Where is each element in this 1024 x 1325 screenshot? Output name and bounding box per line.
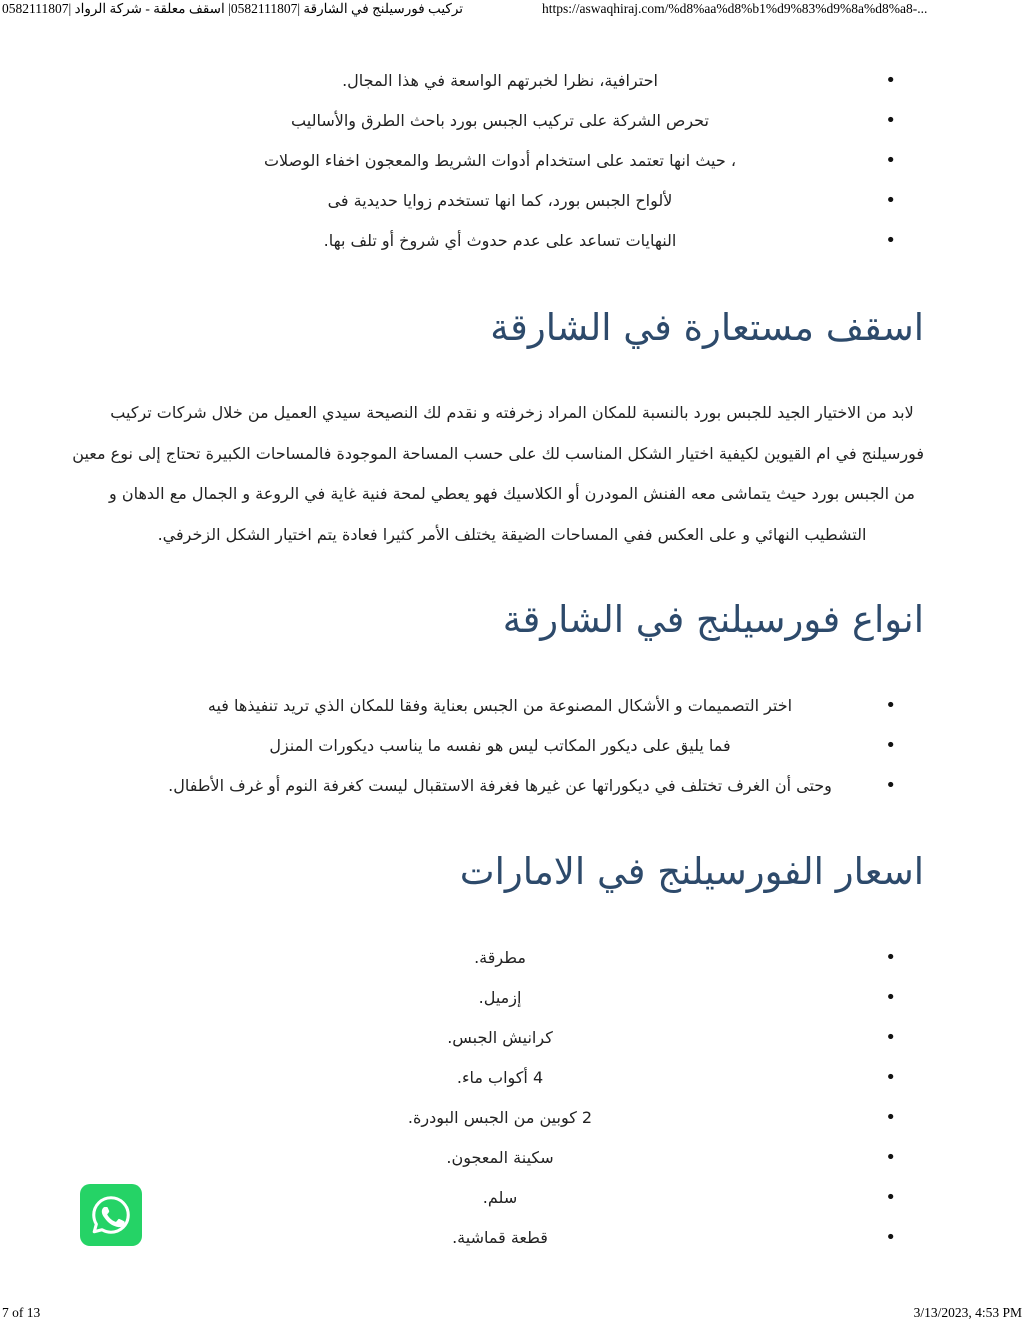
tools-list — [100, 938, 900, 1258]
list-item: • 4 أكواب ماء. — [100, 1058, 900, 1098]
section-paragraph — [72, 393, 924, 555]
page-number: 7 of 13 — [2, 1305, 41, 1320]
features-list — [100, 61, 900, 261]
list-item: • احترافية، نظرا لخبرتهم الواسعة في هذا المجال. — [100, 61, 900, 101]
list-item: • إزميل. — [100, 978, 900, 1018]
paragraph-line: التشطيب النهائي و على العكس ففي المساحات الضيقة يختلف الأمر كثيرا فعادة يتم اختيار الشكل الزخرفي. — [157, 524, 867, 544]
list-item: • مطرقة. — [100, 938, 900, 978]
list-item: • لألواح الجبس بورد، كما انها تستخدم زوايا حديدية فى — [100, 181, 900, 221]
list-item: • فما يليق على ديكور المكاتب ليس هو نفسه ما يناسب ديكورات المنزل — [100, 726, 900, 766]
list-item: • 2 كوبين من الجبس البودرة. — [100, 1098, 900, 1138]
whatsapp-icon — [88, 1192, 134, 1238]
list-item: • تحرص الشركة على تركيب الجبس بورد باحث الطرق والأساليب — [100, 101, 900, 141]
print-page-title: تركيب فورسيلنج في الشارقة |0582111807| اسقف معلقة - شركة الرواد |0582111807 — [2, 1, 464, 16]
list-item: • سلم. — [100, 1178, 900, 1218]
list-item: • ، حيث انها تعتمد على استخدام أدوات الشريط والمعجون اخفاء الوصلات — [100, 141, 900, 181]
print-header — [0, 0, 1024, 22]
whatsapp-button[interactable] — [80, 1184, 142, 1246]
paragraph-line: من الجبس بورد حيث يتماشى معه الفنش المودرن أو الكلاسيك فهو يعطي لمحة فنية غاية في الروعة و الجمال مع الدهان و — [109, 484, 915, 503]
section-heading-ceiling-types: انواع فورسيلنج في الشارقة — [502, 598, 924, 641]
list-item: • سكينة المعجون. — [100, 1138, 900, 1178]
list-item: • اختر التصميمات و الأشكال المصنوعة من الجبس بعناية وفقا للمكان الذي تريد تنفيذها فيه — [100, 686, 900, 726]
print-page-url[interactable]: https://aswaqhiraj.com/%d8%aa%d8%b1%d9%83%d9%8a%d8%a8-... — [542, 1, 928, 16]
list-item: • النهايات تساعد على عدم حدوث أي شروخ أو تلف بها. — [100, 221, 900, 261]
print-date: 3/13/2023, 4:53 PM — [913, 1305, 1022, 1320]
paragraph-line: لابد من الاختيار الجيد للجبس بورد بالنسبة للمكان المراد زخرفته و نقدم لك النصيحة سيدي العميل من خلال شركات تركيب — [110, 403, 914, 422]
types-list — [100, 686, 900, 806]
section-heading-prices: اسعار الفورسيلنج في الامارات — [459, 850, 924, 893]
print-footer — [0, 1303, 1024, 1325]
list-item: • قطعة قماشية. — [100, 1218, 900, 1258]
list-item: • وحتى أن الغرف تختلف في ديكوراتها عن غيرها فغرفة الاستقبال ليست كغرفة النوم أو غرف الأطفال. — [100, 766, 900, 806]
section-heading-false-ceilings: اسقف مستعارة في الشارقة — [490, 306, 924, 349]
list-item: • كرانيش الجبس. — [100, 1018, 900, 1058]
paragraph-line: فورسيلنج في ام القيوين لكيفية اختيار الشكل المناسب لك على حسب المساحة الموجودة فالمساحات الكبيرة تحتاج إلى نوع معين — [72, 443, 924, 463]
